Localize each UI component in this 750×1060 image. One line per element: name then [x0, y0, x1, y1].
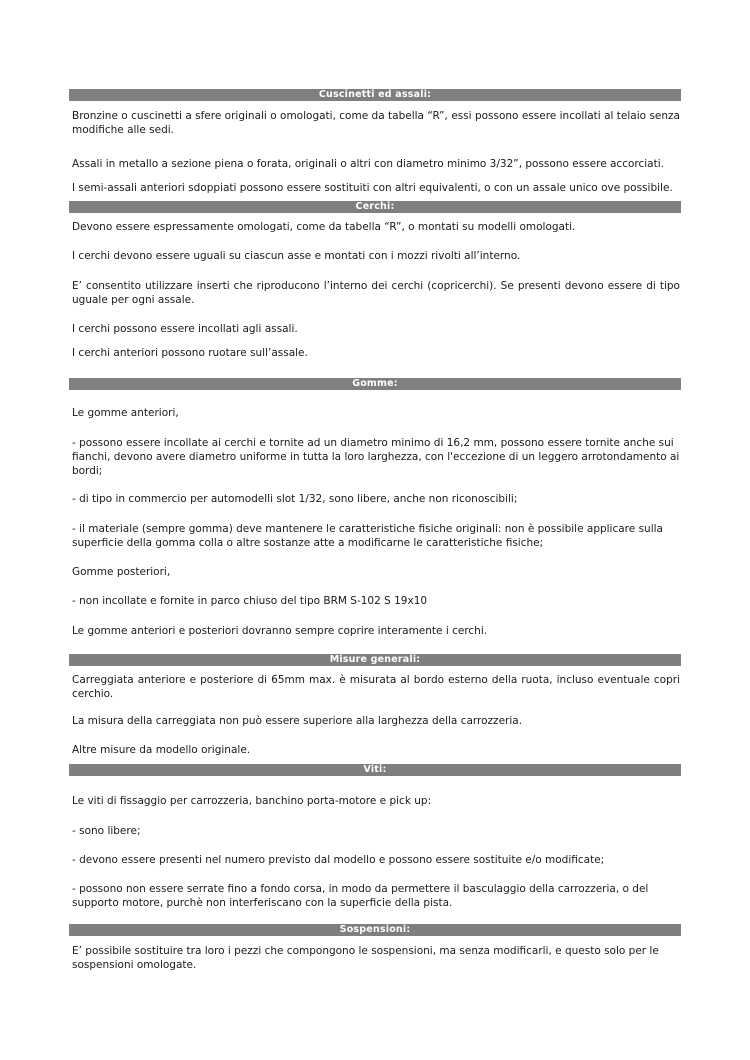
paragraph: Carreggiata anteriore e posteriore di 65mm max. è misurata al bordo esterno della ruota, incluso eventuale copri cerchio. [72, 674, 680, 700]
section-header-cerchi: Cerchi: [69, 201, 681, 213]
section-header-misure: Misure generali: [69, 654, 681, 666]
paragraph: E’ consentito utilizzare inserti che riproducono l’interno dei cerchi (copricerchi). Se presenti devono essere di tipo uguale per ogni assale. [72, 280, 680, 306]
paragraph: Gomme posteriori, [72, 566, 171, 578]
paragraph: - possono non essere serrate fino a fondo corsa, in modo da permettere il basculaggio della carrozzeria, o del supporto motore, purchè non interferiscano con la superficie della pista. [72, 883, 649, 909]
paragraph: I cerchi anteriori possono ruotare sull’assale. [72, 347, 308, 359]
paragraph: Le gomme anteriori, [72, 407, 179, 419]
paragraph: - possono essere incollate ai cerchi e tornite ad un diametro minimo di 16,2 mm, possono essere tornite anche sui fianchi, devono avere diametro uniforme in tutta la loro larghezza, con l'eccezione di un leggero arrotondamento ai bordi; [72, 437, 680, 477]
paragraph: - non incollate e fornite in parco chiuso del tipo BRM S-102 S 19x10 [72, 595, 428, 607]
section-header-cuscinetti: Cuscinetti ed assali: [69, 89, 681, 101]
paragraph: Le viti di fissaggio per carrozzeria, banchino porta-motore e pick up: [72, 795, 432, 807]
paragraph: I semi-assali anteriori sdoppiati possono essere sostituiti con altri equivalenti, o con un assale unico ove possibile. [72, 182, 673, 194]
paragraph: Bronzine o cuscinetti a sfere originali o omologati, come da tabella “R”, essi possono essere incollati al telaio senza modifiche alle sedi. [72, 110, 680, 136]
section-header-sospensioni: Sospensioni: [69, 924, 681, 936]
paragraph: Le gomme anteriori e posteriori dovranno sempre coprire interamente i cerchi. [72, 625, 488, 637]
section-header-viti: Viti: [69, 764, 681, 776]
section-header-gomme: Gomme: [69, 378, 681, 390]
paragraph: - di tipo in commercio per automodelli slot 1/32, sono libere, anche non riconoscibili; [72, 493, 518, 505]
paragraph: Assali in metallo a sezione piena o forata, originali o altri con diametro minimo 3/32”, possono essere accorciati. [72, 158, 664, 170]
paragraph: - sono libere; [72, 825, 141, 837]
paragraph: La misura della carreggiata non può essere superiore alla larghezza della carrozzeria. [72, 715, 523, 727]
paragraph: Altre misure da modello originale. [72, 744, 251, 756]
paragraph: Devono essere espressamente omologati, come da tabella “R”, o montati su modelli omologati. [72, 221, 576, 233]
paragraph: - devono essere presenti nel numero previsto dal modello e possono essere sostituite e/o modificate; [72, 854, 605, 866]
paragraph: - il materiale (sempre gomma) deve mantenere le caratteristiche fisiche originali: non è possibile applicare sulla superficie della gomma colla o altre sostanze atte a modificarne le caratteristiche fisiche; [72, 523, 663, 549]
paragraph: I cerchi possono essere incollati agli assali. [72, 323, 298, 335]
paragraph: E’ possibile sostituire tra loro i pezzi che compongono le sospensioni, ma senza modificarli, e questo solo per le sospensioni omologate. [72, 945, 659, 971]
paragraph: I cerchi devono essere uguali su ciascun asse e montati con i mozzi rivolti all’interno. [72, 250, 521, 262]
